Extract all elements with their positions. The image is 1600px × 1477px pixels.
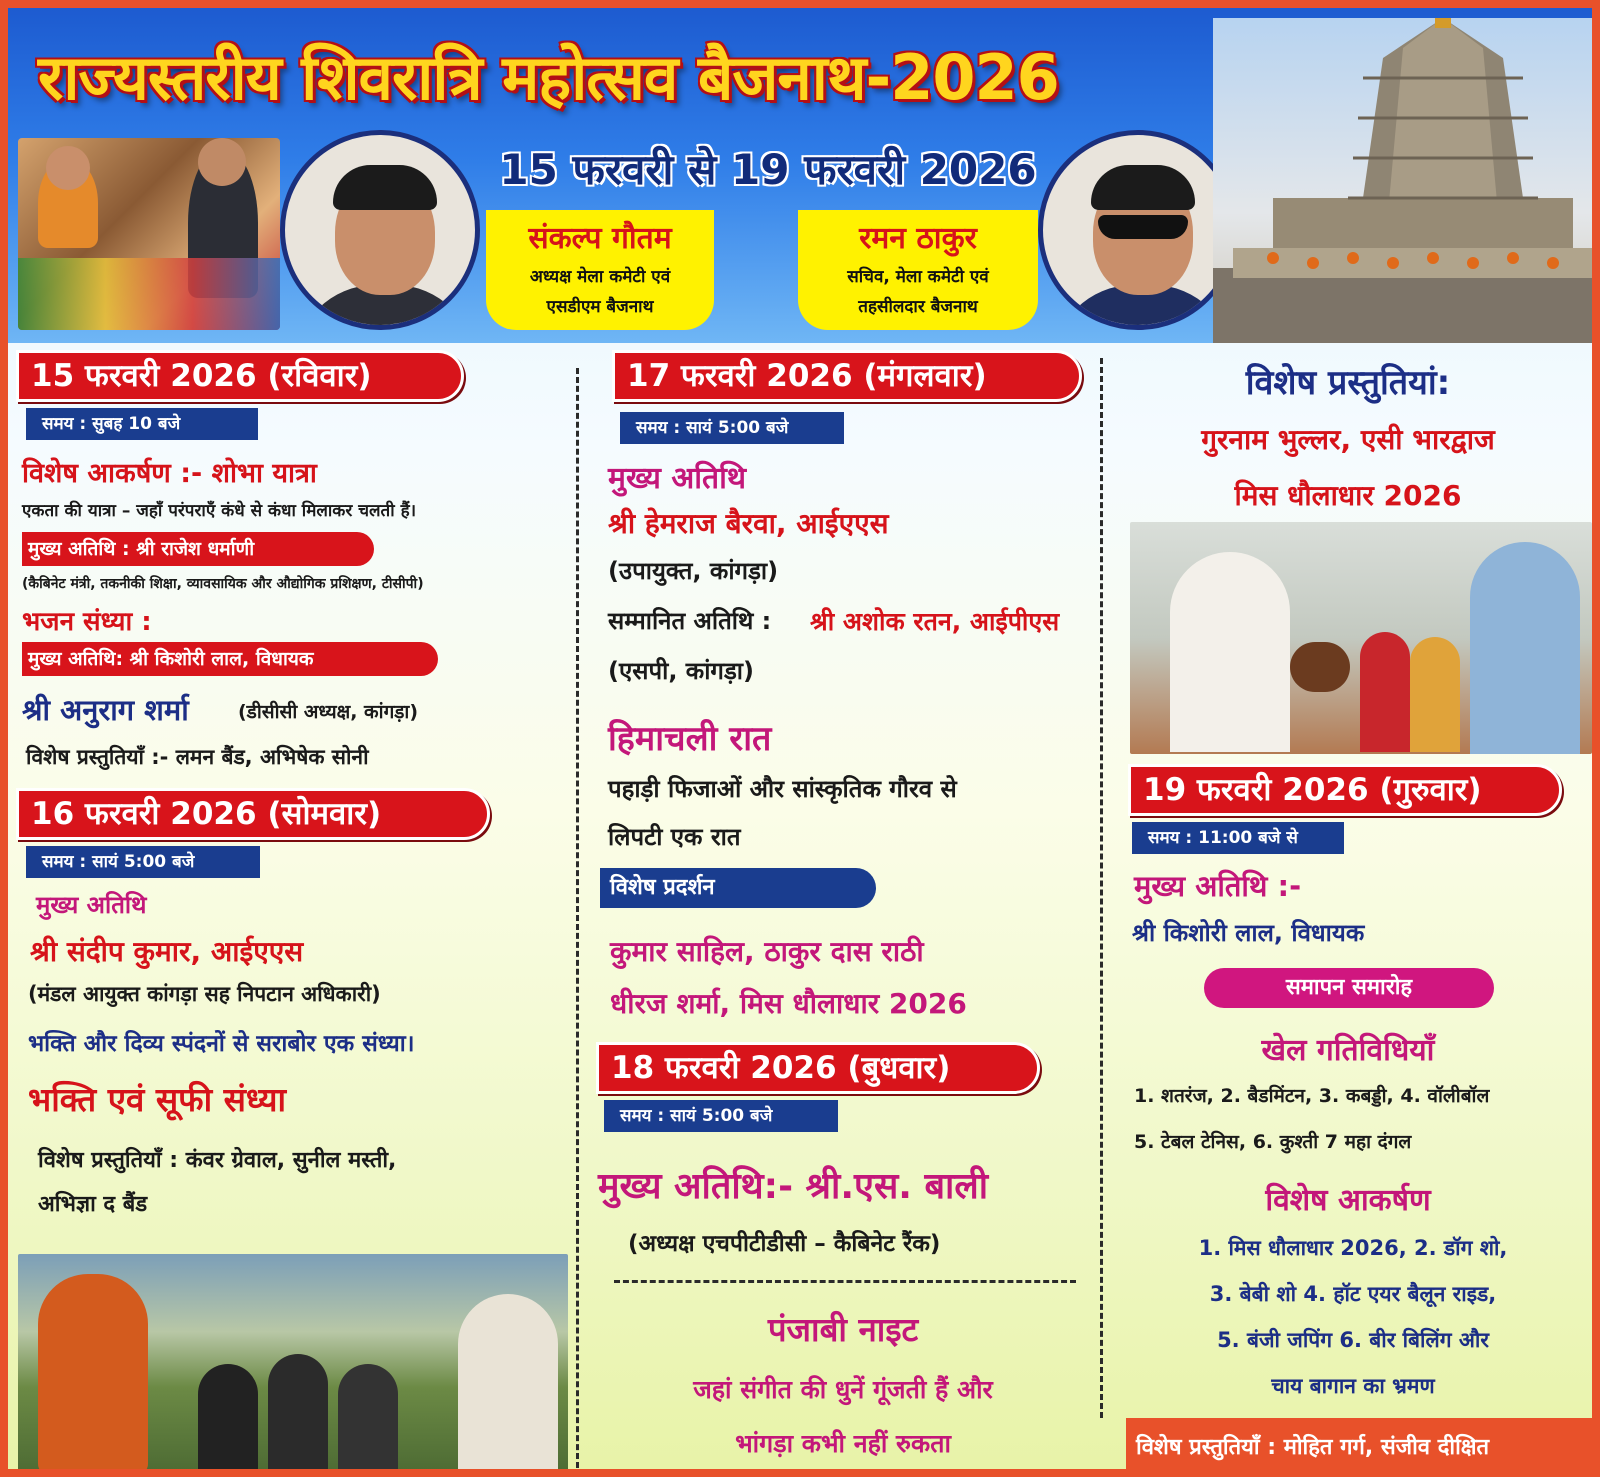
event-16: भक्ति एवं सूफी संध्या [28, 1080, 287, 1119]
chief-label-19: मुख्य अतिथि :- [1134, 869, 1302, 903]
attraction-19-line3: 5. बंजी जपिंग 6. बीर बिलिंग और [1217, 1328, 1489, 1352]
performance-label-17: विशेष प्रदर्शन [600, 868, 876, 908]
time-tag-19: समय : 11:00 बजे से [1132, 822, 1344, 854]
date-banner-19: 19 फरवरी 2026 (गुरुवार) [1128, 764, 1562, 816]
saint-face [46, 146, 90, 190]
time-tag-16: समय : सायं 5:00 बजे [26, 846, 260, 878]
footer-special-presentations: विशेष प्रस्तुतियाँ : मोहित गर्ग, संजीव दीक्षित [1126, 1418, 1592, 1477]
guest2-desc-15: (डीसीसी अध्यक्ष, कांगड़ा) [238, 701, 419, 723]
time-tag-17: समय : सायं 5:00 बजे [620, 412, 844, 444]
event-desc-17-line1: पहाड़ी फिजाओं और सांस्कृतिक गौरव से [608, 775, 957, 803]
person2-name: रमन ठाकुर [859, 221, 977, 256]
dancers-strip [18, 258, 280, 330]
honored-desc-17: (एसपी, कांगड़ा) [608, 657, 754, 685]
time-tag-18: समय : सायं 5:00 बजे [604, 1100, 838, 1132]
performers-photo-bottom-left [18, 1254, 568, 1476]
attraction-19-line1: 1. मिस धौलाधार 2026, 2. डॉग शो, [1198, 1236, 1508, 1260]
event-desc-18-line1: जहां संगीत की धुनें गूंजती हैं और [693, 1375, 993, 1404]
event-17: हिमाचली रात [608, 719, 772, 759]
bhajan-guest-pill-15: मुख्य अतिथि: श्री किशोरी लाल, विधायक [22, 642, 438, 676]
tagline-16: भक्ति और दिव्य स्पंदनों से सराबोर एक संध्या। [28, 1031, 415, 1057]
attraction-15: विशेष आकर्षण :- शोभा यात्रा [22, 458, 317, 489]
date-banner-15: 15 फरवरी 2026 (रविवार) [16, 350, 464, 402]
column-divider-1 [576, 368, 579, 1468]
column-divider-2 [1100, 358, 1103, 1418]
performers-17-line2: धीरज शर्मा, मिस धौलाधार 2026 [610, 987, 967, 1020]
singer-white-jacket [1170, 552, 1290, 752]
temple-illustration [1213, 18, 1593, 343]
dhol-drum [1290, 642, 1350, 692]
sports-heading: खेल गतिविधियाँ [1261, 1033, 1435, 1068]
chief-name-17: श्री हेमराज बैरवा, आईएएस [608, 507, 889, 540]
special-presentations-line2: मिस धौलाधार 2026 [1234, 479, 1462, 512]
section-divider-18 [614, 1280, 1076, 1283]
chief-guest-pill-15: मुख्य अतिथि : श्री राजेश धर्माणी [22, 532, 374, 566]
special-presentations-line1: गुरनाम भुल्लर, एसी भारद्वाज [1201, 423, 1495, 456]
collage-photo-top-left [18, 138, 280, 330]
singer-jacket-figure [458, 1294, 558, 1474]
guest2-name-15: श्री अनुराग शर्मा [22, 693, 189, 727]
attraction-19-line2: 3. बेबी शो 4. हॉट एयर बैलून राइड, [1209, 1282, 1497, 1306]
singer-turban-figure [38, 1274, 148, 1474]
header-banner [8, 8, 1592, 343]
honored-name-17: श्री अशोक रतन, आईपीएस [810, 607, 1060, 636]
performers-photo-right [1130, 522, 1592, 754]
person1-name-box [486, 210, 714, 330]
festival-date-range: 15 फरवरी से 19 फरवरी 2026 [499, 145, 1037, 194]
person1-designation-1: अध्यक्ष मेला कमेटी एवं [529, 267, 671, 287]
event-desc-18-line2: भांगड़ा कभी नहीं रुकता [735, 1429, 951, 1458]
person1-name: संकल्प गौतम [528, 221, 672, 256]
chief-desc-17: (उपायुक्त, कांगड़ा) [608, 557, 779, 585]
special-15: विशेष प्रस्तुतियाँ :- लमन बैंड, अभिषेक सोनी [26, 745, 369, 769]
chief-name-19: श्री किशोरी लाल, विधायक [1132, 919, 1365, 947]
person2-designation-2: तहसीलदार बैजनाथ [858, 297, 978, 317]
event-desc-17-line2: लिपटी एक रात [608, 823, 741, 851]
sports-line1: 1. शतरंज, 2. बैडमिंटन, 3. कबड्डी, 4. वॉलीबॉल [1134, 1085, 1490, 1107]
date-banner-18: 18 फरवरी 2026 (बुधवार) [596, 1042, 1040, 1094]
date-banner-16: 16 फरवरी 2026 (सोमवार) [16, 788, 490, 840]
chief-name-16: श्री संदीप कुमार, आईएएस [30, 935, 304, 968]
person2-photo [1038, 130, 1238, 330]
special-16-line1: विशेष प्रस्तुतियाँ : कंवर ग्रेवाल, सुनील मस्ती, [38, 1148, 397, 1173]
attraction-19-line4: चाय बागान का भ्रमण [1271, 1374, 1435, 1398]
person1-photo [280, 130, 480, 330]
performers-17-line1: कुमार साहिल, ठाकुर दास राठी [610, 935, 924, 968]
person2-name-box [798, 210, 1038, 330]
special-16-line2: अभिज्ञा द बैंड [38, 1192, 148, 1217]
attraction-heading-19: विशेष आकर्षण [1265, 1183, 1431, 1218]
chief-desc-18: (अध्यक्ष एचपीटीडीसी – कैबिनेट रैंक) [628, 1231, 941, 1257]
temple-photo [1213, 18, 1593, 343]
chief-guest-desc-15: (कैबिनेट मंत्री, तकनीकी शिक्षा, व्यावसायिक और औद्योगिक प्रशिक्षण, टीसीपी) [22, 576, 424, 592]
singer-denim-jacket [1470, 542, 1580, 754]
chief-18: मुख्य अतिथि:- श्री.एस. बाली [598, 1166, 989, 1207]
chief-label-17: मुख्य अतिथि [608, 461, 747, 496]
time-tag-15: समय : सुबह 10 बजे [26, 408, 258, 440]
bhajan-heading-15: भजन संध्या : [22, 607, 152, 637]
chief-label-16: मुख्य अतिथि [36, 891, 147, 919]
special-presentations-heading: विशेष प्रस्तुतियां: [1245, 363, 1451, 403]
chief-desc-16: (मंडल आयुक्त कांगड़ा सह निपटान अधिकारी) [28, 982, 381, 1006]
main-title: राज्यस्तरीय शिवरात्रि महोत्सव बैजनाथ-2026 [38, 41, 1059, 114]
person1-designation-2: एसडीएम बैजनाथ [546, 297, 654, 317]
tagline-15: एकता की यात्रा – जहाँ परंपराएँ कंधे से कंधा मिलाकर चलती हैं। [22, 501, 417, 521]
event-18: पंजाबी नाइट [767, 1310, 919, 1349]
date-banner-17: 17 फरवरी 2026 (मंगलवार) [612, 350, 1082, 402]
person2-designation-1: सचिव, मेला कमेटी एवं [847, 267, 989, 287]
sports-line2: 5. टेबल टेनिस, 6. कुश्ती 7 महा दंगल [1134, 1131, 1412, 1153]
closing-ceremony-pill: समापन समारोह [1204, 968, 1494, 1008]
singer-face [198, 138, 246, 186]
sunglasses [1098, 215, 1188, 239]
honored-label-17: सम्मानित अतिथि : [608, 607, 772, 635]
